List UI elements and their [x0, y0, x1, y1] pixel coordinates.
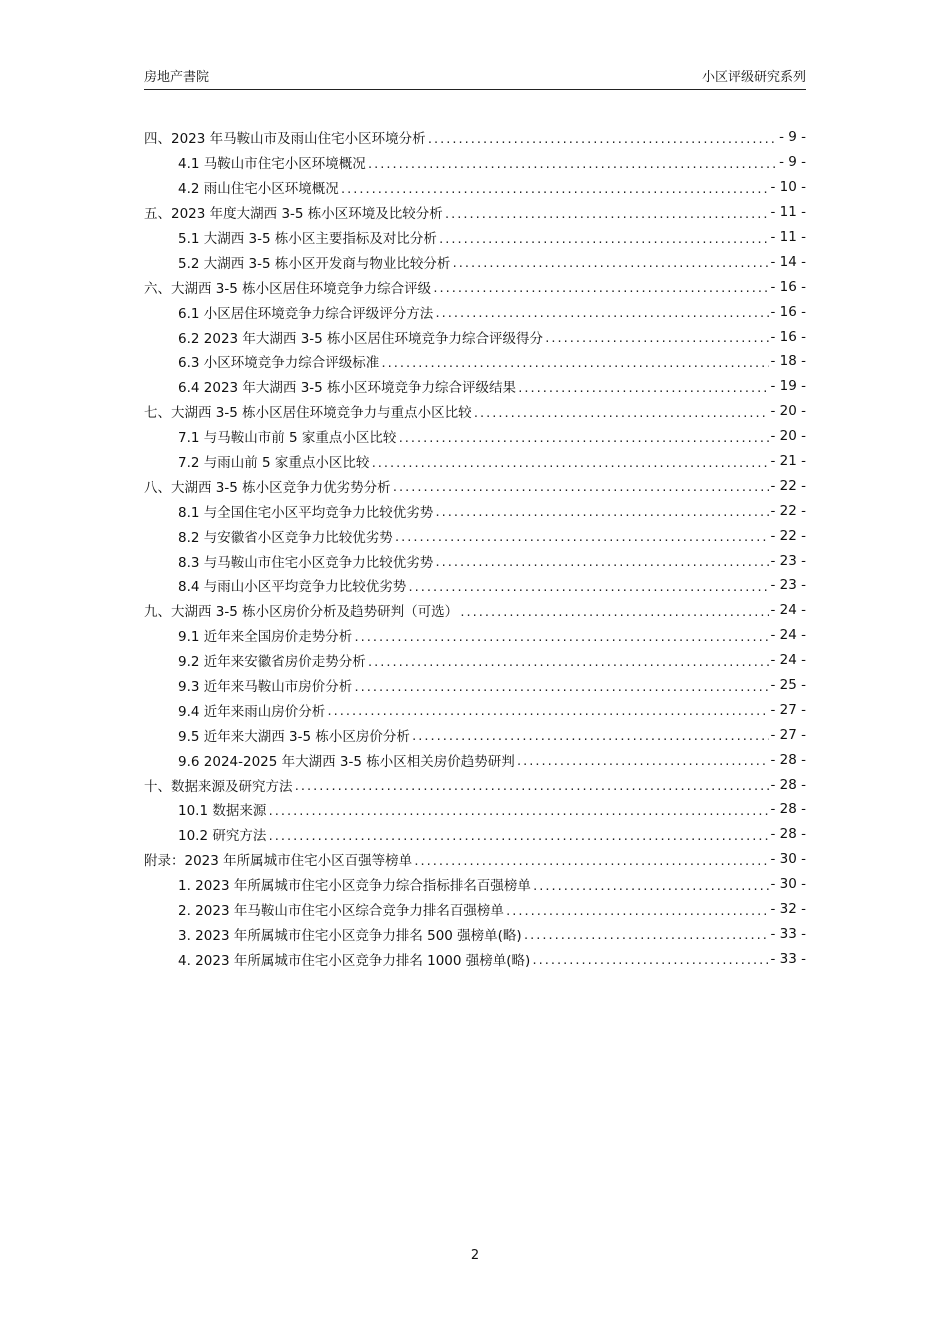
toc-entry-title: 2. 2023 年马鞍山市住宅小区综合竞争力排名百强榜单: [178, 903, 504, 920]
toc-entry-title: 八、大湖西 3-5 栋小区竞争力优劣势分析: [144, 479, 391, 496]
toc-entry-page: - 30 -: [770, 876, 806, 893]
toc-entry[interactable]: [144, 697, 806, 722]
toc-entry-page: - 20 -: [770, 428, 806, 445]
toc-leader-dots: [434, 506, 769, 519]
toc-leader-dots: [411, 730, 770, 743]
toc-leader-dots: [505, 905, 770, 918]
toc-leader-dots: [432, 282, 769, 295]
toc-leader-dots: [392, 481, 770, 494]
toc-entry-page: - 24 -: [770, 652, 806, 669]
toc-entry-title: 5.2 大湖西 3-5 栋小区开发商与物业比较分析: [178, 255, 451, 272]
toc-leader-dots: [413, 855, 769, 868]
toc-leader-dots: [353, 681, 769, 694]
toc-entry-page: - 9 -: [779, 129, 806, 146]
toc-entry-title: 7.2 与雨山前 5 家重点小区比较: [178, 455, 370, 472]
toc-entry-page: - 16 -: [770, 278, 806, 295]
toc-entry[interactable]: [144, 473, 806, 498]
toc-entry[interactable]: [144, 847, 806, 872]
toc-entry-title: 4.2 雨山住宅小区环境概况: [178, 181, 339, 198]
toc-leader-dots: [523, 929, 770, 942]
toc-entry-page: - 20 -: [770, 403, 806, 420]
toc-entry[interactable]: [144, 648, 806, 673]
toc-entry-title: 4.1 马鞍山市住宅小区环境概况: [178, 156, 366, 173]
toc-entry-title: 8.3 与马鞍山市住宅小区竞争力比较优劣势: [178, 554, 434, 571]
toc-entry-page: - 21 -: [770, 453, 806, 470]
toc-entry-page: - 18 -: [770, 353, 806, 370]
toc-leader-dots: [326, 705, 769, 718]
toc-entry-title: 8.4 与雨山小区平均竞争力比较优劣势: [178, 579, 407, 596]
toc-entry[interactable]: [144, 225, 806, 250]
header-right-title: 小区评级研究系列: [701, 70, 806, 85]
toc-entry-title: 10.2 研究方法: [178, 828, 267, 845]
toc-leader-dots: [473, 407, 770, 420]
toc-leader-dots: [367, 656, 770, 669]
toc-entry-title: 6.4 2023 年大湖西 3-5 栋小区环境竞争力综合评级结果: [178, 380, 517, 397]
toc-entry-page: - 10 -: [770, 179, 806, 196]
toc-entry-page: - 16 -: [770, 328, 806, 345]
table-of-contents: [144, 125, 806, 971]
toc-entry[interactable]: [144, 249, 806, 274]
toc-leader-dots: [380, 357, 769, 370]
toc-entry-page: - 27 -: [770, 701, 806, 718]
toc-entry-title: 四、2023 年马鞍山市及雨山住宅小区环境分析: [144, 131, 426, 148]
toc-leader-dots: [427, 133, 778, 146]
toc-entry[interactable]: [144, 747, 806, 772]
toc-entry-page: - 22 -: [770, 502, 806, 519]
toc-leader-dots: [516, 755, 770, 768]
toc-entry-page: - 11 -: [770, 204, 806, 221]
toc-leader-dots: [340, 183, 770, 196]
toc-leader-dots: [434, 556, 769, 569]
toc-entry[interactable]: [144, 424, 806, 449]
toc-entry-page: - 32 -: [770, 901, 806, 918]
toc-entry-title: 4. 2023 年所属城市住宅小区竞争力排名 1000 强榜单(略): [178, 952, 531, 969]
toc-entry-page: - 9 -: [779, 154, 806, 171]
toc-entry[interactable]: [144, 722, 806, 747]
toc-entry-page: - 28 -: [770, 776, 806, 793]
toc-leader-dots: [444, 208, 770, 221]
toc-entry[interactable]: [144, 772, 806, 797]
toc-entry-title: 6.1 小区居住环境竞争力综合评级评分方法: [178, 305, 434, 322]
toc-entry[interactable]: [144, 150, 806, 175]
toc-entry-title: 十、数据来源及研究方法: [144, 778, 293, 795]
toc-entry-title: 五、2023 年度大湖西 3-5 栋小区环境及比较分析: [144, 206, 443, 223]
toc-leader-dots: [367, 158, 778, 171]
toc-leader-dots: [451, 257, 769, 270]
toc-leader-dots: [434, 307, 769, 320]
toc-entry[interactable]: [144, 946, 806, 971]
toc-entry-page: - 24 -: [770, 627, 806, 644]
toc-leader-dots: [544, 332, 769, 345]
toc-entry-page: - 11 -: [770, 229, 806, 245]
toc-entry-page: - 22 -: [770, 527, 806, 544]
toc-entry-page: - 14 -: [770, 253, 806, 270]
toc-entry-title: 1. 2023 年所属城市住宅小区竞争力综合指标排名百强榜单: [178, 878, 531, 895]
toc-entry[interactable]: [144, 922, 806, 947]
toc-leader-dots: [267, 805, 769, 818]
toc-leader-dots: [459, 606, 769, 619]
toc-entry-title: 六、大湖西 3-5 栋小区居住环境竞争力综合评级: [144, 280, 432, 297]
toc-entry[interactable]: [144, 523, 806, 548]
toc-entry[interactable]: [144, 598, 806, 623]
toc-entry[interactable]: [144, 125, 806, 150]
toc-entry-title: 8.1 与全国住宅小区平均竞争力比较优劣势: [178, 504, 434, 521]
toc-leader-dots: [294, 780, 770, 793]
toc-entry-page: - 30 -: [770, 851, 806, 868]
toc-entry-page: - 28 -: [770, 801, 806, 818]
toc-entry-title: 9.3 近年来马鞍山市房价分析: [178, 679, 353, 696]
toc-entry-page: - 28 -: [770, 826, 806, 843]
toc-entry-page: - 33 -: [770, 950, 806, 967]
toc-entry[interactable]: [144, 623, 806, 648]
toc-entry[interactable]: [144, 797, 806, 822]
toc-entry-title: 附录：2023 年所属城市住宅小区百强等榜单: [144, 853, 413, 870]
toc-entry[interactable]: [144, 299, 806, 324]
toc-entry-title: 九、大湖西 3-5 栋小区房价分析及趋势研判（可选）: [144, 604, 459, 621]
toc-leader-dots: [267, 830, 769, 843]
page-number: 2: [470, 1248, 480, 1263]
toc-leader-dots: [397, 432, 769, 445]
toc-entry-title: 6.3 小区环境竞争力综合评级标准: [178, 355, 380, 372]
toc-entry-page: - 16 -: [770, 303, 806, 320]
toc-entry[interactable]: [144, 349, 806, 374]
toc-entry-title: 9.5 近年来大湖西 3-5 栋小区房价分析: [178, 728, 410, 745]
toc-entry[interactable]: [144, 200, 806, 225]
toc-entry-title: 3. 2023 年所属城市住宅小区竞争力排名 500 强榜单(略): [178, 927, 522, 944]
toc-entry[interactable]: [144, 274, 806, 299]
toc-entry-page: - 27 -: [770, 726, 806, 743]
toc-entry-page: - 23 -: [770, 552, 806, 569]
toc-entry[interactable]: [144, 175, 806, 200]
toc-entry-page: - 24 -: [770, 602, 806, 619]
toc-entry-title: 5.1 大湖西 3-5 栋小区主要指标及对比分析: [178, 231, 437, 247]
toc-leader-dots: [438, 233, 770, 246]
toc-entry-page: - 25 -: [770, 677, 806, 694]
toc-entry[interactable]: [144, 449, 806, 474]
toc-entry[interactable]: [144, 548, 806, 573]
header-left-title: 房地产書院: [144, 70, 210, 85]
page-header: [144, 64, 806, 90]
toc-entry[interactable]: [144, 822, 806, 847]
toc-entry-title: 9.2 近年来安徽省房价走势分析: [178, 654, 366, 671]
toc-leader-dots: [531, 954, 769, 967]
toc-entry-page: - 19 -: [770, 378, 806, 395]
toc-entry-title: 6.2 2023 年大湖西 3-5 栋小区居住环境竞争力综合评级得分: [178, 330, 544, 347]
toc-leader-dots: [353, 631, 769, 644]
toc-entry-page: - 23 -: [770, 577, 806, 594]
toc-leader-dots: [517, 382, 769, 395]
toc-leader-dots: [394, 531, 770, 544]
toc-entry-title: 7.1 与马鞍山市前 5 家重点小区比较: [178, 430, 397, 447]
toc-entry-title: 9.4 近年来雨山房价分析: [178, 703, 326, 720]
toc-leader-dots: [407, 581, 769, 594]
toc-entry-title: 9.1 近年来全国房价走势分析: [178, 629, 353, 646]
toc-entry[interactable]: [144, 324, 806, 349]
toc-entry[interactable]: [144, 673, 806, 698]
toc-entry-title: 10.1 数据来源: [178, 803, 267, 820]
toc-leader-dots: [532, 880, 770, 893]
toc-entry-title: 9.6 2024-2025 年大湖西 3-5 栋小区相关房价趋势研判: [178, 753, 515, 770]
toc-entry[interactable]: [144, 374, 806, 399]
toc-entry-page: - 33 -: [770, 925, 806, 942]
toc-entry[interactable]: [144, 498, 806, 523]
toc-entry[interactable]: [144, 573, 806, 598]
toc-leader-dots: [370, 457, 769, 470]
toc-entry-page: - 28 -: [770, 751, 806, 768]
toc-entry[interactable]: [144, 872, 806, 897]
toc-entry-title: 七、大湖西 3-5 栋小区居住环境竞争力与重点小区比较: [144, 405, 472, 422]
toc-entry-title: 8.2 与安徽省小区竞争力比较优劣势: [178, 529, 393, 546]
toc-entry[interactable]: [144, 897, 806, 922]
toc-entry-page: - 22 -: [770, 477, 806, 494]
toc-entry[interactable]: [144, 399, 806, 424]
